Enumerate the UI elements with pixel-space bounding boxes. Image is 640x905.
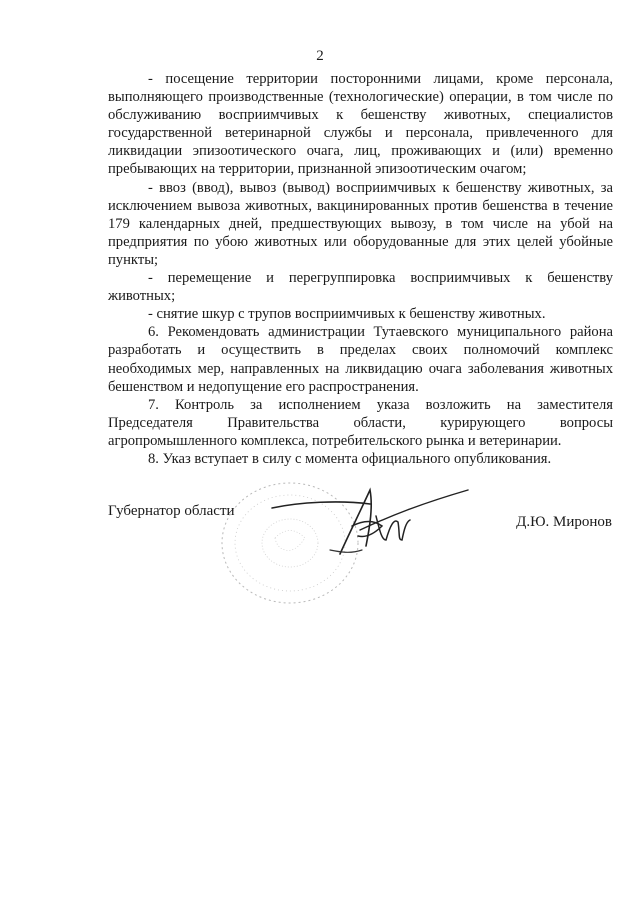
signatory-title: Губернатор области [108,503,235,519]
paragraph-item-6: 6. Рекомендовать администрации Тутаевского муниципального района разработать и осуществить в пределах своих полномочий комплекс необходимых мер, направленных на ликвидацию очага заболевания животных бешенством и недопущение его распространения. [108,324,613,395]
signature-block [0,478,640,618]
signatory-name: Д.Ю. Миронов [516,514,612,530]
page-number: 2 [316,48,324,64]
paragraph-restriction-movement: - перемещение и перегруппировка восприимчивых к бешенству животных; [108,270,613,305]
paragraph-item-7: 7. Контроль за исполнением указа возложить на заместителя Председателя Правительства области, курирующего вопросы агропромышленного комплекса, потребительского рынка и ветеринарии. [108,396,613,449]
document-body [108,70,613,468]
paragraph-restriction-visits: - посещение территории посторонними лицами, кроме персонала, выполняющего производственные (технологические) операции, в том числе по обслуживанию восприимчивых к бешенству животных, специалистов государственной ветеринарной службы и персонала, привлеченного для ликвидации эпизоотического очага, лиц, проживающих и (или) временно пребывающих на территории, признанной эпизоотическим очагом; [108,71,613,178]
paragraph-restriction-skins: - снятие шкур с трупов восприимчивых к бешенству животных. [148,306,546,323]
paragraph-item-8: 8. Указ вступает в силу с момента официального опубликования. [148,450,552,467]
paragraph-restriction-import-export: - ввоз (ввод), вывоз (вывод) восприимчивых к бешенству животных, за исключением вывоза животных, вакцинированных против бешенства в течение 179 календарных дней, предшествующих вывозу, в том числе на убой на предприятия по убою животных или оборудованные для этих целей убойные пункты; [108,179,613,268]
handwritten-signature-icon [270,480,470,570]
